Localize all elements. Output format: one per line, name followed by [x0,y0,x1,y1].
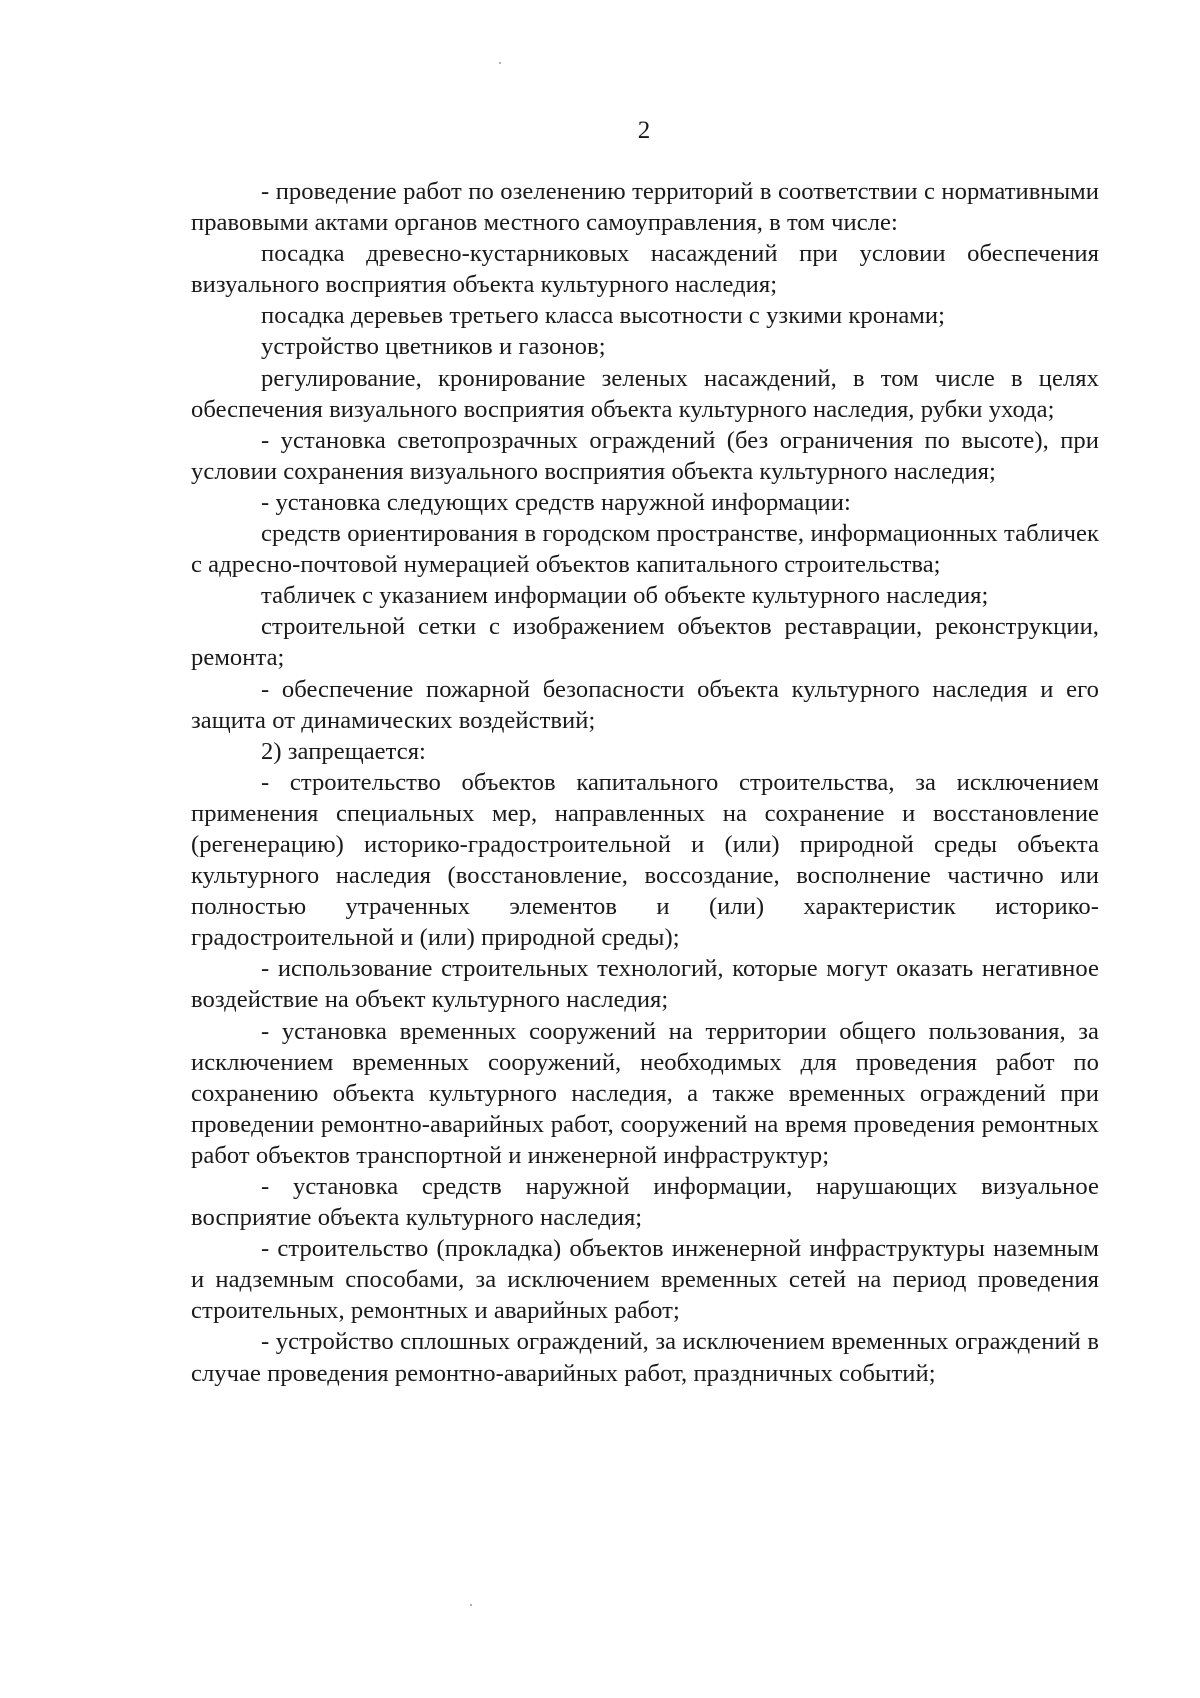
paragraph: - установка следующих средств наружной информации: [261,488,851,516]
paragraph: - строительство (прокладка) объектов инженерной инфраструктуры наземным и надземным способами, за исключением временных сетей на период проведения строительных, ремонтных и аварийных работ; [191,1235,1099,1325]
paragraph: - обеспечение пожарной безопасности объекта культурного наследия и его защита от динамических воздействий; [191,675,1099,734]
paragraph: посадка деревьев третьего класса высотности с узкими кронами; [261,302,946,330]
paragraph: регулирование, кронирование зеленых насаждений, в том числе в целях обеспечения визуального восприятия объекта культурного наследия, рубки ухода; [191,364,1099,423]
scan-speck [470,1604,472,1606]
paragraph: посадка древесно-кустарниковых насаждений при условии обеспечения визуального восприятия объекта культурного наследия; [191,240,1099,299]
paragraph: устройство цветников и газонов; [261,333,606,361]
document-body [191,176,1099,1389]
scan-speck [499,62,501,64]
paragraph: - установка средств наружной информации, нарушающих визуальное восприятие объекта культурного наследия; [191,1173,1099,1232]
paragraph: табличек с указанием информации об объекте культурного наследия; [261,582,989,610]
paragraph: - проведение работ по озеленению территорий в соответствии с нормативными правовыми актами органов местного самоуправления, в том числе: [191,178,1099,237]
page-number: 2 [637,117,651,144]
paragraph: - строительство объектов капитального строительства, за исключением применения специальных мер, направленных на сохранение и восстановление (регенерацию) историко-градостроительной и (или) природной среды объекта культурного наследия (восстановление, воссоздание, восполнение частично или полностью утраченных элементов и (или) характеристик историко-градостроительной и (или) природной среды); [191,768,1099,952]
paragraph: - использование строительных технологий, которые могут оказать негативное воздействие на объект культурного наследия; [191,955,1099,1014]
paragraph: 2) запрещается: [261,737,426,765]
paragraph: средств ориентирования в городском пространстве, информационных табличек с адресно-почтовой нумерацией объектов капитального строительства; [191,520,1099,579]
paragraph: строительной сетки с изображением объектов реставрации, реконструкции, ремонта; [191,613,1099,672]
paragraph: - установка светопрозрачных ограждений (без ограничения по высоте), при условии сохранения визуального восприятия объекта культурного наследия; [191,426,1099,485]
paragraph: - устройство сплошных ограждений, за исключением временных ограждений в случае проведения ремонтно-аварийных работ, праздничных событий; [191,1328,1099,1387]
paragraph: - установка временных сооружений на территории общего пользования, за исключением временных сооружений, необходимых для проведения работ по сохранению объекта культурного наследия, а также временных ограждений при проведении ремонтно-аварийных работ, сооружений на время проведения ремонтных работ объектов транспортной и инженерной инфраструктур; [191,1017,1099,1169]
